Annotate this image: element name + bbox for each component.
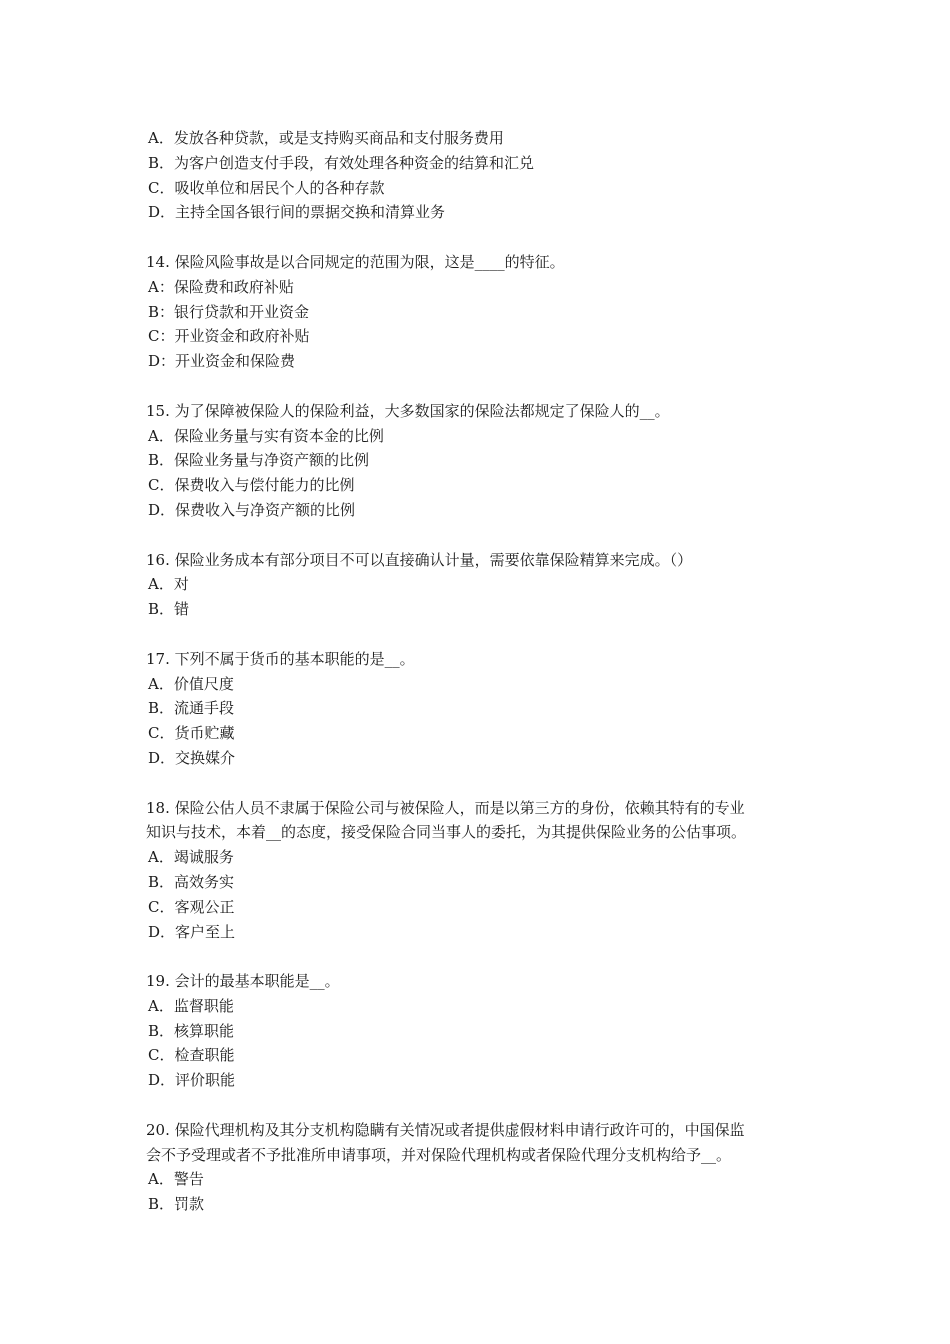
option-b: B．错 bbox=[148, 600, 190, 619]
question-title: 15. 为了保障被保险人的保险利益，大多数国家的保险法都规定了保险人的__。 bbox=[146, 401, 670, 420]
option-b: B．核算职能 bbox=[148, 1021, 235, 1040]
question-title: 16. 保险业务成本有部分项目不可以直接确认计量，需要依靠保险精算来完成。（） bbox=[146, 550, 693, 569]
option-a: A：保险费和政府补贴 bbox=[148, 277, 294, 296]
option-b: B．为客户创造支付手段，有效处理各种资金的结算和汇兑 bbox=[148, 153, 535, 172]
option-b: B：银行贷款和开业资金 bbox=[148, 302, 310, 321]
option-c: C．检查职能 bbox=[148, 1046, 235, 1065]
question-17 bbox=[146, 647, 816, 771]
option-d: D．主持全国各银行间的票据交换和清算业务 bbox=[148, 203, 446, 222]
question-14 bbox=[146, 250, 816, 374]
document-page bbox=[146, 126, 816, 1217]
option-b: B．罚款 bbox=[148, 1195, 205, 1214]
option-d: D．客户至上 bbox=[148, 922, 236, 941]
option-b: B．流通手段 bbox=[148, 699, 235, 718]
option-a: A．价值尺度 bbox=[148, 674, 234, 693]
option-c: C．保费收入与偿付能力的比例 bbox=[148, 476, 355, 495]
option-c: C．吸收单位和居民个人的各种存款 bbox=[148, 178, 385, 197]
option-b: B．保险业务量与净资产额的比例 bbox=[148, 451, 370, 470]
option-d: D．保费收入与净资产额的比例 bbox=[148, 500, 356, 519]
question-18 bbox=[146, 796, 816, 945]
option-c: C．客观公正 bbox=[148, 897, 235, 916]
question-title-line-2: 会不予受理或者不予批准所申请事项，并对保险代理机构或者保险代理分支机构给予__。 bbox=[146, 1145, 732, 1164]
question-title-line-2: 知识与技术，本着__的态度，接受保险合同当事人的委托，为其提供保险业务的公估事项。 bbox=[146, 823, 747, 842]
option-d: D：开业资金和保险费 bbox=[148, 352, 296, 371]
option-d: D．交换媒介 bbox=[148, 748, 236, 767]
option-a: A．发放各种贷款，或是支持购买商品和支付服务费用 bbox=[148, 129, 504, 147]
option-a: A．监督职能 bbox=[148, 996, 234, 1015]
question-title: 17. 下列不属于货币的基本职能的是__。 bbox=[146, 649, 415, 668]
question-19 bbox=[146, 969, 816, 1093]
question-title: 14. 保险风险事故是以合同规定的范围为限，这是____的特征。 bbox=[146, 252, 565, 271]
option-b: B．高效务实 bbox=[148, 872, 235, 891]
question-title-line-1: 20. 保险代理机构及其分支机构隐瞒有关情况或者提供虚假材料申请行政许可的，中国保监 bbox=[146, 1120, 745, 1139]
question-title-line-1: 18. 保险公估人员不隶属于保险公司与被保险人，而是以第三方的身份，依赖其特有的专业 bbox=[146, 798, 745, 817]
question-16 bbox=[146, 548, 816, 622]
prev-question-options bbox=[146, 126, 816, 225]
question-title: 19. 会计的最基本职能是__。 bbox=[146, 972, 340, 991]
option-a: A．竭诚服务 bbox=[148, 848, 234, 867]
option-a: A．对 bbox=[148, 575, 189, 594]
option-d: D．评价职能 bbox=[148, 1071, 236, 1090]
question-15 bbox=[146, 399, 816, 523]
question-20 bbox=[146, 1118, 816, 1217]
option-a: A．保险业务量与实有资本金的比例 bbox=[148, 426, 384, 445]
option-c: C．货币贮藏 bbox=[148, 724, 235, 743]
option-c: C：开业资金和政府补贴 bbox=[148, 327, 310, 346]
option-a: A．警告 bbox=[148, 1170, 204, 1189]
